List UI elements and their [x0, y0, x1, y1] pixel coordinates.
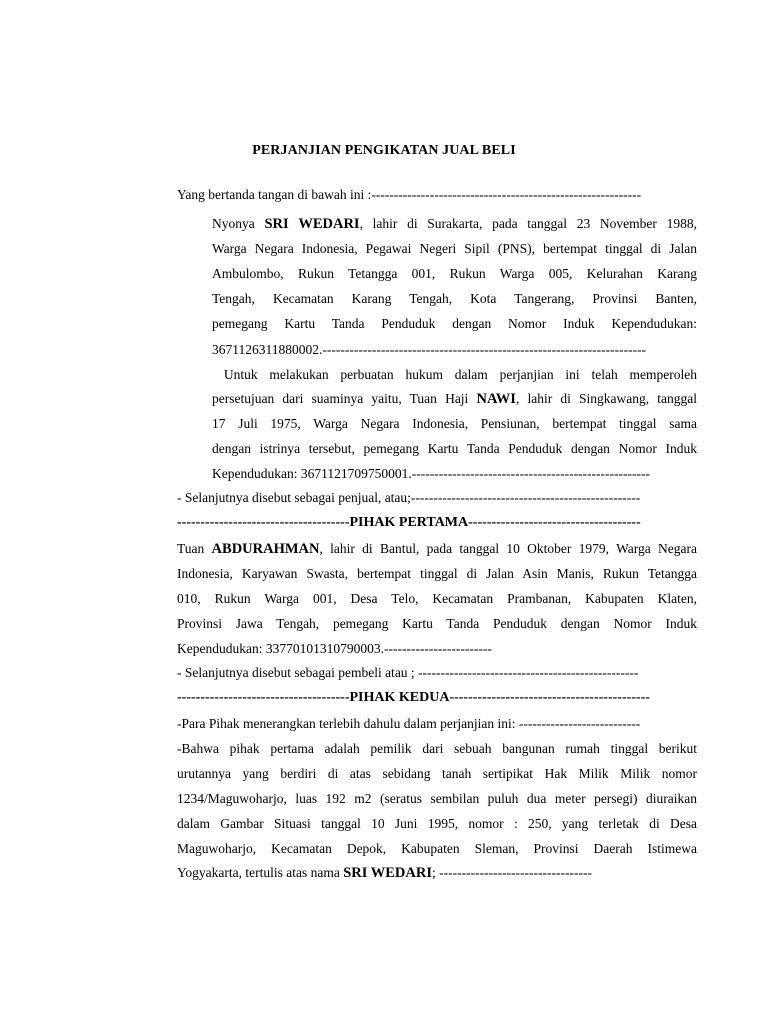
text-fragment: persetujuan dari suaminya yaitu, Tuan Haji [212, 391, 477, 406]
text-fragment: Nyonya [212, 216, 265, 231]
spouse-name: NAWI [476, 391, 516, 407]
recital-line-2: -Bahwa pihak pertama adalah pemilik dari sebuah bangunan rumah tinggal berikut [177, 741, 697, 756]
text-fragment: Yogyakarta, tertulis atas nama [177, 865, 344, 880]
recital-line-6: Maguwoharjo, Kecamatan Depok, Kabupaten Sleman, Provinsi Daerah Istimewa [177, 841, 697, 856]
recital-line-3: urutannya yang berdiri di atas sebidang tanah sertipikat Hak Milik Milik nomor [177, 766, 697, 781]
party1-line-11: Kependudukan: 3671121709750001.----------------------------------------------------- [212, 466, 650, 481]
text-fragment: Tuan [177, 541, 212, 556]
party1-line-9: 17 Juli 1975, Warga Negara Indonesia, Pensiunan, bertempat tinggal sama [212, 416, 697, 431]
recital-line-4: 1234/Maguwoharjo, luas 192 m2 (seratus sembilan puluh dua meter persegi) diuraikan [177, 791, 697, 806]
text-fragment: , lahir di Singkawang, tanggal [515, 391, 697, 406]
recital-line-1: -Para Pihak menerangkan terlebih dahulu dalam perjanjian ini: --------------------------- [177, 716, 641, 731]
party2-line-5: Kependudukan: 33770101310790003.------------------------ [177, 641, 492, 656]
recital-line-5: dalam Gambar Situasi tanggal 10 Juni 1995, nomor : 250, yang terletak di Desa [177, 816, 697, 831]
text-fragment: , lahir di Surakarta, pada tanggal 23 November 1988, [359, 216, 697, 231]
party1-line-10: dengan istrinya tersebut, pemegang Kartu Tanda Penduduk dengan Nomor Induk [212, 441, 697, 456]
buyer-note: - Selanjutnya disebut sebagai pembeli atau ; ------------------------------------------------- [177, 665, 639, 680]
party1-line-1 [212, 216, 697, 233]
recital-line-7 [177, 865, 697, 882]
owner-name: SRI WEDARI [343, 865, 432, 881]
heading-pihak-pertama: -------------------------------------PIHAK PERTAMA------------------------------------- [177, 515, 641, 530]
text-fragment: ; ---------------------------------- [432, 865, 592, 880]
party1-line-5: pemegang Kartu Tanda Penduduk dengan Nomor Induk Kependudukan: [212, 316, 697, 331]
party2-line-2: Indonesia, Karyawan Swasta, bertempat tinggal di Jalan Asin Manis, Rukun Tetangga [177, 566, 697, 581]
party1-line-8 [212, 391, 697, 408]
document-title: PERJANJIAN PENGIKATAN JUAL BELI [252, 143, 516, 158]
party2-line-3: 010, Rukun Warga 001, Desa Telo, Kecamatan Prambanan, Kabupaten Klaten, [177, 591, 697, 606]
party2-line-4: Provinsi Jawa Tengah, pemegang Kartu Tanda Penduduk dengan Nomor Induk [177, 616, 697, 631]
heading-pihak-kedua: -------------------------------------PIHAK KEDUA------------------------------------------- [177, 690, 650, 705]
party1-line-4: Tengah, Kecamatan Karang Tengah, Kota Tangerang, Provinsi Banten, [212, 291, 697, 306]
text-fragment: , lahir di Bantul, pada tanggal 10 Oktober 1979, Warga Negara [319, 541, 697, 556]
party1-name: SRI WEDARI [264, 216, 360, 232]
party1-line-6: 3671126311880002.------------------------------------------------------------------------ [212, 342, 647, 357]
party1-line-7: Untuk melakukan perbuatan hukum dalam perjanjian ini telah memperoleh [212, 367, 697, 382]
party1-line-3: Ambulombo, Rukun Tetangga 001, Rukun Warga 005, Kelurahan Karang [212, 266, 697, 281]
party2-line-1 [177, 541, 697, 558]
party1-line-2: Warga Negara Indonesia, Pegawai Negeri Sipil (PNS), bertempat tinggal di Jalan [212, 241, 697, 256]
intro-line: Yang bertanda tangan di bawah ini :------------------------------------------------------------ [177, 187, 642, 202]
seller-note: - Selanjutnya disebut sebagai penjual, atau;--------------------------------------------------- [177, 490, 641, 505]
party2-name: ABDURAHMAN [211, 541, 320, 557]
